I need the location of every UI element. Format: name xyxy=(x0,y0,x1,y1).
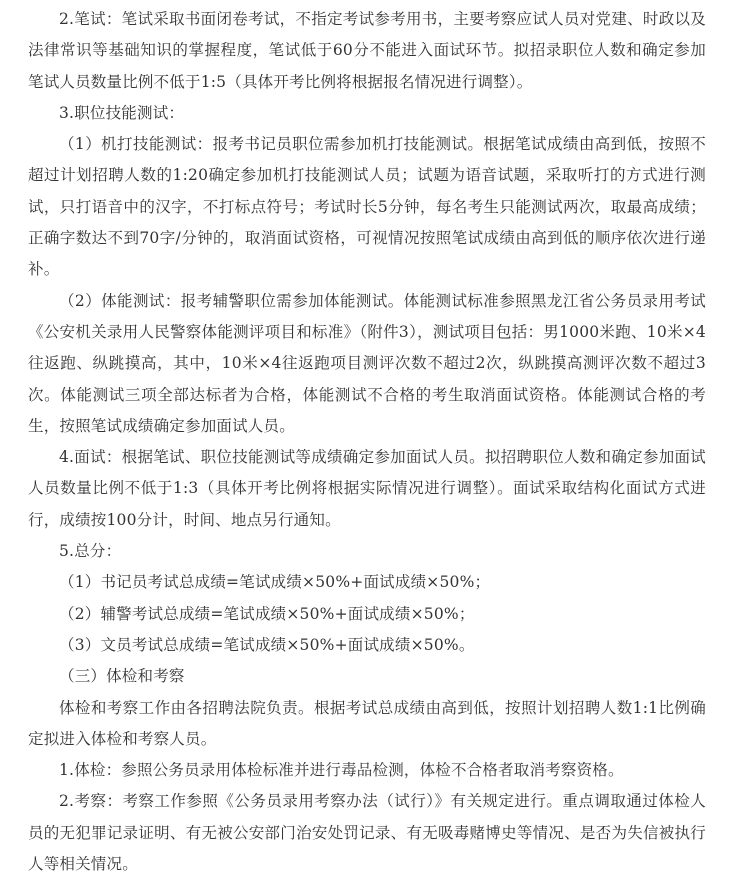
formula-auxiliary-police-score: （2）辅警考试总成绩=笔试成绩×50%+面试成绩×50%； xyxy=(59,604,475,623)
paragraph-interview: 4.面试：根据笔试、职位技能测试等成绩确定参加面试人员。拟招聘职位人数和确定参加面试人员数量比例不低于1:3（具体开考比例将根据实际情况进行调整）。面试采取结构化面试方式进行，成绩按100分计，时间、地点另行通知。 xyxy=(28,448,706,529)
paragraph-medical-exam: 1.体检：参照公务员录用体检标准并进行毒品检测，体检不合格者取消考察资格。 xyxy=(59,761,624,780)
document-body xyxy=(28,4,706,880)
heading-skill-test: 3.职位技能测试： xyxy=(59,103,185,122)
formula-staff-score: （3）文员考试总成绩=笔试成绩×50%+面试成绩×50%。 xyxy=(59,635,475,654)
heading-section-3: （三）体检和考察 xyxy=(59,667,185,686)
paragraph-written-exam: 2.笔试：笔试采取书面闭卷考试，不指定考试参考用书，主要考察应试人员对党建、时政以及法律常识等基础知识的掌握程度，笔试低于60分不能进入面试环节。拟招录职位人数和确定参加笔试人员数量比例不低于1:5（具体开考比例将根据报名情况进行调整）。 xyxy=(28,10,706,91)
heading-total-score: 5.总分： xyxy=(59,542,122,561)
paragraph-background-check: 2.考察：考察工作参照《公务员录用考察办法（试行）》有关规定进行。重点调取通过体检人员的无犯罪记录证明、有无被公安部门治安处罚记录、有无吸毒赌博史等情况、是否为失信被执行人等相关情况。 xyxy=(28,792,706,874)
paragraph-physical-test: （2）体能测试：报考辅警职位需参加体能测试。体能测试标准参照黑龙江省公务员录用考试《公安机关录用人民警察体能测评项目和标准》（附件3），测试项目包括：男1000米跑、10米×4往返跑、纵跳摸高，其中，10米×4往返跑项目测评次数不超过2次，纵跳摸高测评次数不超过3次。体能测试三项全部达标者为合格，体能测试不合格的考生取消面试资格。体能测试合格的考生，按照笔试成绩确定参加面试人员。 xyxy=(28,291,706,435)
paragraph-section-3-intro: 体检和考察工作由各招聘法院负责。根据考试总成绩由高到低，按照计划招聘人数1:1比例确定拟进入体检和考察人员。 xyxy=(28,698,706,748)
formula-clerk-score: （1）书记员考试总成绩=笔试成绩×50%+面试成绩×50%； xyxy=(59,573,491,592)
paragraph-typing-test: （1）机打技能测试：报考书记员职位需参加机打技能测试。根据笔试成绩由高到低，按照不超过计划招聘人数的1:20确定参加机打技能测试人员；试题为语音试题，采取听打的方式进行测试，只打语音中的汉字，不打标点符号；考试时长5分钟，每名考生只能测试两次，取最高成绩；正确字数达不到70字/分钟的，取消面试资格，可视情况按照笔试成绩由高到低的顺序依次进行递补。 xyxy=(28,135,706,279)
